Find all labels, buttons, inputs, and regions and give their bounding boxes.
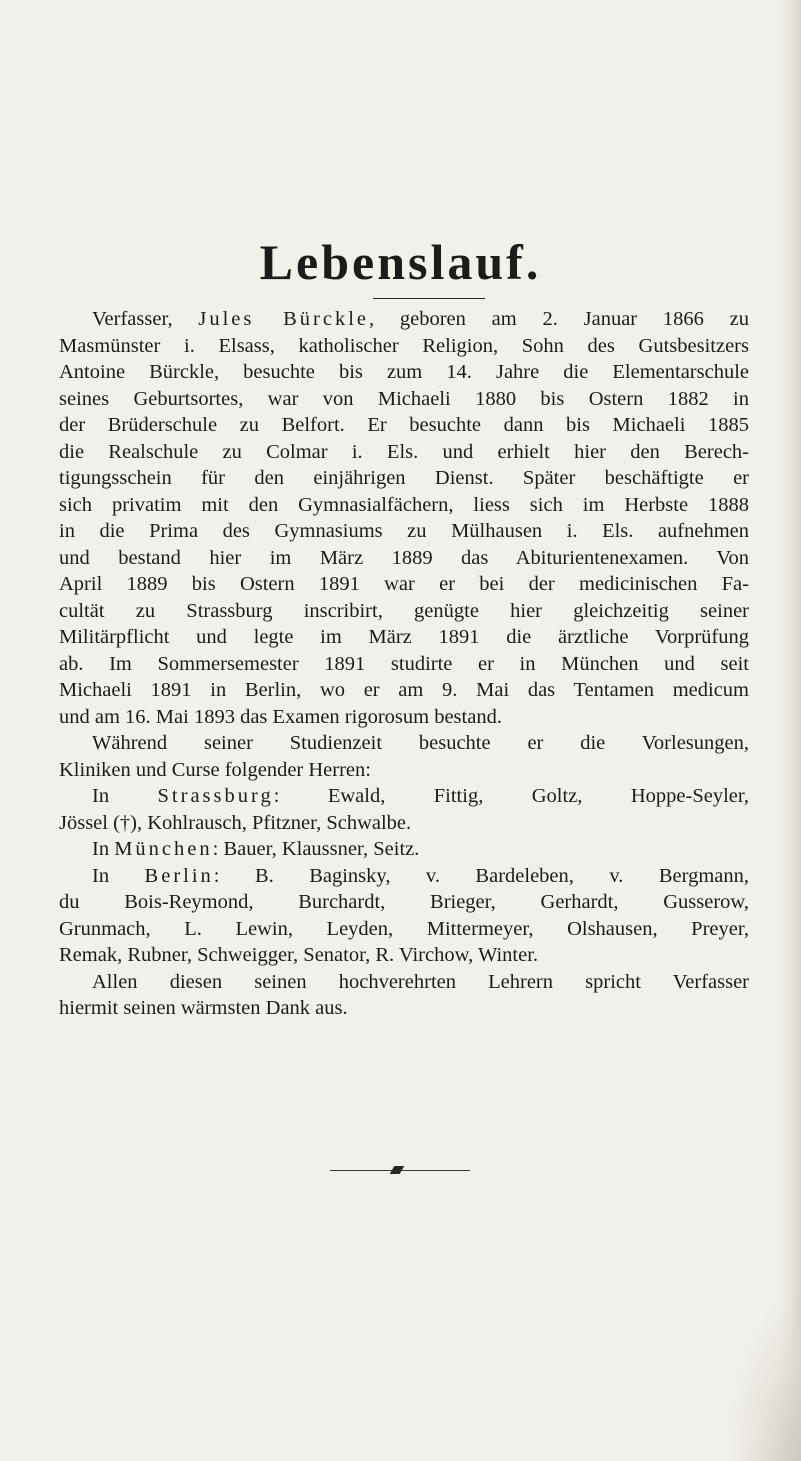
- text-line: [59, 704, 749, 731]
- text-line: [59, 624, 749, 651]
- body-text: [59, 306, 749, 1022]
- text-line: [59, 889, 749, 916]
- text-segment: Verfasser,: [92, 308, 199, 330]
- text-segment: Kliniken und Curse folgender Herren:: [59, 758, 371, 781]
- text-line: [59, 783, 749, 810]
- text-line: [59, 810, 749, 837]
- spaced-name: Berlin: [144, 864, 214, 887]
- text-line: [59, 677, 749, 704]
- page-title: Lebenslauf.: [259, 234, 542, 290]
- text-segment: in die Prima des Gymnasiums zu Mülhausen i. Els. aufnehmen: [59, 520, 749, 542]
- text-segment: : B. Baginsky, v. Bardeleben, v. Bergmann,: [213, 864, 750, 887]
- spaced-name: Jules Bürckle: [198, 308, 369, 330]
- text-line: [59, 386, 749, 413]
- text-segment: Allen diesen seinen hochverehrten Lehrern spricht Verfasser: [92, 970, 749, 993]
- text-segment: du Bois-Reymond, Burchardt, Brieger, Gerhardt, Gusserow,: [59, 891, 749, 913]
- spaced-name: München: [114, 838, 213, 860]
- text-segment: cultät zu Strassburg inscribirt, genügte hier gleichzeitig seiner: [59, 599, 749, 622]
- text-segment: In: [92, 838, 115, 860]
- text-line: [59, 836, 749, 863]
- text-line: [59, 306, 749, 333]
- text-segment: In: [92, 785, 158, 807]
- text-segment: Michaeli 1891 in Berlin, wo er am 9. Mai das Tentamen medicum: [59, 679, 749, 701]
- text-segment: Jössel (†), Kohlrausch, Pfitzner, Schwalbe.: [59, 811, 412, 834]
- text-line: [59, 492, 749, 519]
- text-line: [59, 518, 749, 545]
- text-line: [59, 333, 749, 360]
- spaced-name: Strassburg: [157, 785, 274, 807]
- text-line: [59, 651, 749, 678]
- text-line: [59, 863, 749, 890]
- text-line: [59, 359, 749, 386]
- text-segment: : Bauer, Klaussner, Seitz.: [212, 838, 420, 860]
- page-edge-shadow: [779, 0, 801, 1461]
- text-segment: und am 16. Mai 1893 das Examen rigorosum bestand.: [59, 705, 502, 728]
- text-segment: die Realschule zu Colmar i. Els. und erhielt hier den Berech-: [59, 440, 749, 463]
- text-line: [59, 995, 749, 1022]
- end-ornament: [330, 1165, 470, 1177]
- text-segment: Antoine Bürckle, besuchte bis zum 14. Jahre die Elementarschule: [59, 361, 749, 383]
- text-line: [59, 598, 749, 625]
- text-line: [59, 545, 749, 572]
- text-segment: der Brüderschule zu Belfort. Er besuchte dann bis Michaeli 1885: [59, 414, 749, 436]
- text-segment: Während seiner Studienzeit besuchte er die Vorlesungen,: [92, 732, 749, 754]
- text-segment: tigungsschein für den einjährigen Dienst. Später beschäftigte er: [59, 467, 749, 489]
- text-line: [59, 412, 749, 439]
- text-segment: Masmünster i. Elsass, katholischer Religion, Sohn des Gutsbesitzers: [59, 334, 749, 357]
- text-line: [59, 916, 749, 943]
- text-line: [59, 730, 749, 757]
- text-line: [59, 439, 749, 466]
- text-segment: April 1889 bis Ostern 1891 war er bei der medicinischen Fa-: [59, 573, 749, 595]
- text-segment: ab. Im Sommersemester 1891 studirte er in München und seit: [59, 652, 749, 675]
- title-rule: [373, 298, 485, 299]
- text-segment: Militärpflicht und legte im März 1891 die ärztliche Vorprüfung: [59, 626, 749, 648]
- text-segment: seines Geburtsortes, war von Michaeli 1880 bis Ostern 1882 in: [59, 387, 749, 410]
- text-line: [59, 757, 749, 784]
- text-line: [59, 465, 749, 492]
- text-segment: Remak, Rubner, Schweigger, Senator, R. Virchow, Winter.: [59, 944, 539, 966]
- text-line: [59, 571, 749, 598]
- text-line: [59, 942, 749, 969]
- page-corner-shadow: [731, 1301, 801, 1461]
- text-line: [59, 969, 749, 996]
- text-segment: In: [92, 864, 145, 887]
- text-segment: , geboren am 2. Januar 1866 zu: [369, 308, 749, 330]
- text-segment: Grunmach, L. Lewin, Leyden, Mittermeyer, Olshausen, Preyer,: [59, 917, 749, 940]
- text-segment: sich privatim mit den Gymnasialfächern, liess sich im Herbste 1888: [59, 493, 749, 516]
- text-segment: hiermit seinen wärmsten Dank aus.: [59, 997, 348, 1019]
- text-segment: und bestand hier im März 1889 das Abiturientenexamen. Von: [59, 546, 749, 569]
- text-segment: : Ewald, Fittig, Goltz, Hoppe-Seyler,: [273, 785, 750, 807]
